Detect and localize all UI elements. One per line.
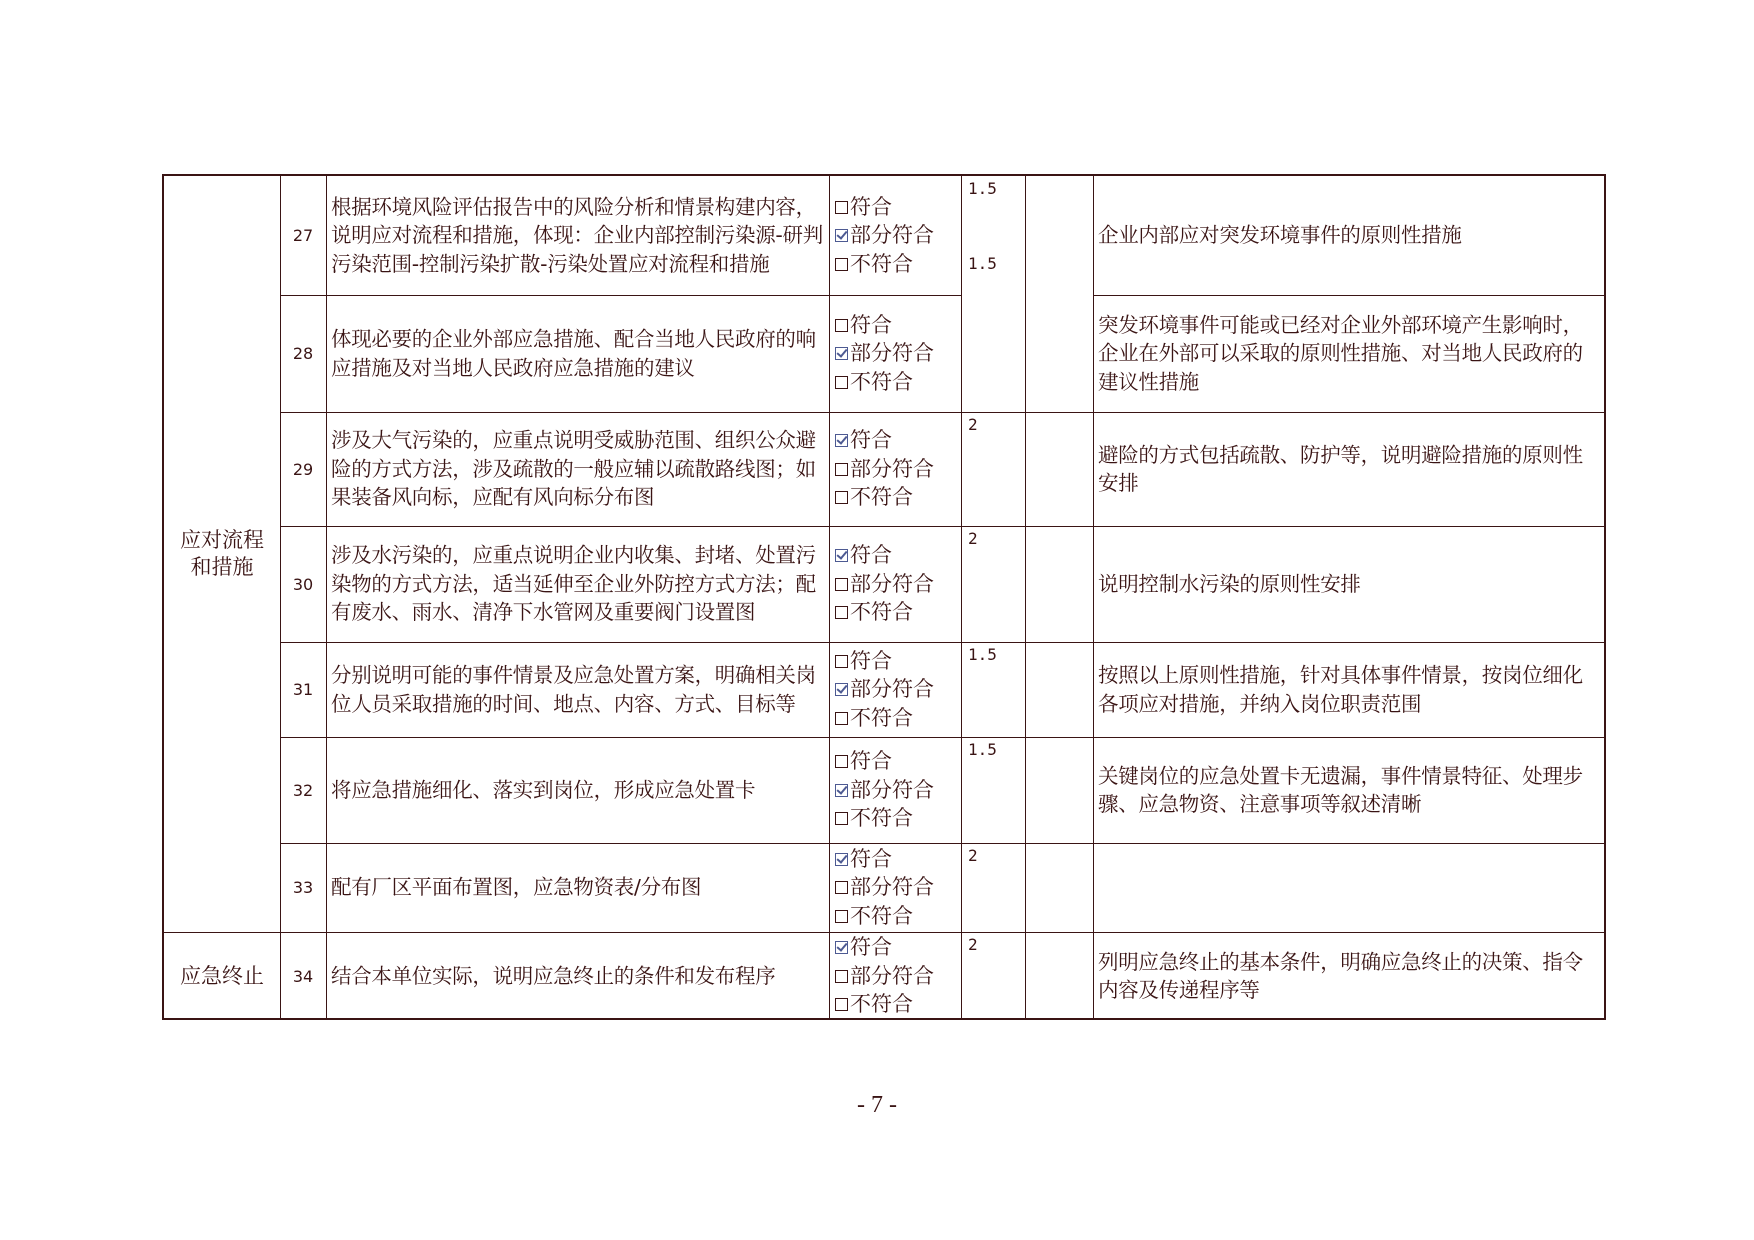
- score-text: 1.5: [968, 645, 997, 664]
- compliance-options: [829, 412, 961, 526]
- review-note: 企业内部应对突发环境事件的原则性措施: [1098, 223, 1462, 248]
- compliance-options: [829, 642, 961, 737]
- checkbox-icon[interactable]: [835, 712, 848, 725]
- item-number: 28: [292, 344, 314, 363]
- compliance-option-label: 符合: [850, 935, 892, 960]
- score-value: [961, 526, 1025, 642]
- compliance-option[interactable]: [835, 339, 934, 368]
- review-note: 关键岗位的应急处置卡无遗漏，事件情景特征、处理步骤、应急物资、注意事项等叙述清晰: [1098, 763, 1583, 816]
- compliance-options: [829, 526, 961, 642]
- compliance-option-label: 不符合: [850, 705, 913, 730]
- checkbox-icon[interactable]: [835, 491, 848, 504]
- checkbox-icon[interactable]: [835, 881, 848, 894]
- compliance-option-label: 不符合: [850, 992, 913, 1017]
- compliance-option-label: 符合: [850, 428, 892, 453]
- review-table: [162, 174, 1606, 1020]
- checkbox-checked-icon[interactable]: [835, 683, 848, 696]
- score-text: 2: [968, 529, 978, 548]
- compliance-option-label: 符合: [850, 194, 892, 219]
- compliance-option[interactable]: [835, 193, 892, 222]
- compliance-option[interactable]: [835, 455, 934, 484]
- actual-score: [1025, 737, 1093, 843]
- requirement-text: 涉及大气污染的，应重点说明受威胁范围、组织公众避险的方式方法，涉及疏散的一般应辅以疏散路线图；如果装备风向标，应配有风向标分布图: [331, 428, 816, 510]
- compliance-option-label: 不符合: [850, 485, 913, 510]
- actual-score: [1025, 295, 1093, 412]
- score-value: [961, 932, 1025, 1020]
- category-response-measures: 应对流程 和措施: [180, 528, 264, 579]
- review-note: [1093, 843, 1606, 932]
- compliance-option-label: 符合: [850, 749, 892, 774]
- compliance-option[interactable]: [835, 804, 913, 833]
- compliance-option-label: 部分符合: [850, 456, 934, 481]
- compliance-option[interactable]: [835, 704, 913, 733]
- actual-score: [1025, 526, 1093, 642]
- category-emergency-termination: 应急终止: [180, 963, 264, 988]
- compliance-option[interactable]: [835, 675, 934, 704]
- requirement-text: 涉及水污染的，应重点说明企业内收集、封堵、处置污染物的方式方法，适当延伸至企业外防控方式方法；配有废水、雨水、清净下水管网及重要阀门设置图: [331, 543, 816, 625]
- compliance-option-label: 不符合: [850, 806, 913, 831]
- actual-score: [1025, 843, 1093, 932]
- compliance-option-label: 部分符合: [850, 875, 934, 900]
- checkbox-checked-icon[interactable]: [835, 229, 848, 242]
- score-text: 1.5: [968, 179, 997, 198]
- requirement-text: 将应急措施细化、落实到岗位，形成应急处置卡: [331, 777, 756, 802]
- compliance-option[interactable]: [835, 990, 913, 1019]
- compliance-option[interactable]: [835, 776, 934, 805]
- compliance-option[interactable]: [835, 311, 892, 340]
- compliance-option[interactable]: [835, 902, 913, 931]
- item-number: 30: [292, 574, 314, 594]
- review-note: 说明控制水污染的原则性安排: [1098, 571, 1361, 596]
- checkbox-checked-icon[interactable]: [835, 941, 848, 954]
- checkbox-icon[interactable]: [835, 606, 848, 619]
- checkbox-icon[interactable]: [835, 755, 848, 768]
- compliance-option[interactable]: [835, 598, 913, 627]
- item-number: 34: [292, 966, 314, 986]
- compliance-option-label: 部分符合: [850, 571, 934, 596]
- score-text: 1.5: [968, 740, 997, 759]
- checkbox-icon[interactable]: [835, 258, 848, 271]
- checkbox-icon[interactable]: [835, 655, 848, 668]
- checkbox-icon[interactable]: [835, 376, 848, 389]
- compliance-option-label: 符合: [850, 846, 892, 871]
- item-number: 32: [292, 780, 314, 800]
- checkbox-icon[interactable]: [835, 319, 848, 332]
- score-text: 2: [968, 935, 978, 954]
- compliance-option[interactable]: [835, 368, 913, 397]
- compliance-option-label: 不符合: [850, 369, 913, 394]
- checkbox-icon[interactable]: [835, 463, 848, 476]
- checkbox-checked-icon[interactable]: [835, 784, 848, 797]
- compliance-option-label: 不符合: [850, 251, 913, 276]
- score-value: [961, 176, 1025, 412]
- checkbox-icon[interactable]: [835, 998, 848, 1011]
- review-note: 按照以上原则性措施，针对具体事件情景，按岗位细化各项应对措施，并纳入岗位职责范围: [1098, 663, 1583, 716]
- compliance-option-label: 符合: [850, 543, 892, 568]
- item-number: 33: [292, 878, 314, 897]
- compliance-option[interactable]: [835, 747, 892, 776]
- score-value: [961, 412, 1025, 526]
- actual-score: [1025, 642, 1093, 737]
- checkbox-checked-icon[interactable]: [835, 853, 848, 866]
- checkbox-icon[interactable]: [835, 578, 848, 591]
- checkbox-checked-icon[interactable]: [835, 549, 848, 562]
- compliance-options: [829, 176, 961, 295]
- review-note: 突发环境事件可能或已经对企业外部环境产生影响时，企业在外部可以采取的原则性措施、对当地人民政府的建议性措施: [1098, 312, 1583, 394]
- compliance-option-label: 部分符合: [850, 341, 934, 366]
- compliance-option-label: 符合: [850, 312, 892, 337]
- compliance-options: [829, 737, 961, 843]
- actual-score: [1025, 176, 1093, 295]
- checkbox-checked-icon[interactable]: [835, 347, 848, 360]
- requirement-text: 体现必要的企业外部应急措施、配合当地人民政府的响应措施及对当地人民政府应急措施的建议: [331, 327, 816, 380]
- compliance-option[interactable]: [835, 483, 913, 512]
- compliance-option[interactable]: [835, 962, 934, 991]
- compliance-option-label: 部分符合: [850, 777, 934, 802]
- compliance-option-label: 不符合: [850, 600, 913, 625]
- compliance-option[interactable]: [835, 845, 892, 874]
- compliance-option-label: 不符合: [850, 903, 913, 928]
- score-text: 2: [968, 846, 978, 865]
- actual-score: [1025, 932, 1093, 1020]
- score-text: 2: [968, 415, 978, 434]
- checkbox-icon[interactable]: [835, 970, 848, 983]
- review-note: 列明应急终止的基本条件，明确应急终止的决策、指令内容及传递程序等: [1098, 949, 1583, 1002]
- actual-score: [1025, 412, 1093, 526]
- page-number: - 7 -: [857, 1092, 897, 1118]
- compliance-option[interactable]: [835, 933, 892, 962]
- requirement-text: 结合本单位实际，说明应急终止的条件和发布程序: [331, 963, 776, 988]
- checkbox-icon[interactable]: [835, 201, 848, 214]
- checkbox-icon[interactable]: [835, 910, 848, 923]
- compliance-option[interactable]: [835, 647, 892, 676]
- compliance-options: [829, 843, 961, 932]
- compliance-options: [829, 932, 961, 1020]
- compliance-option[interactable]: [835, 250, 913, 279]
- compliance-option-label: 部分符合: [850, 963, 934, 988]
- item-number: 29: [292, 459, 314, 479]
- compliance-option-label: 部分符合: [850, 677, 934, 702]
- compliance-option[interactable]: [835, 426, 892, 455]
- compliance-option[interactable]: [835, 873, 934, 902]
- compliance-option[interactable]: [835, 221, 934, 250]
- review-note: 避险的方式包括疏散、防护等，说明避险措施的原则性安排: [1098, 442, 1583, 495]
- compliance-option-label: 符合: [850, 648, 892, 673]
- requirement-text: 根据环境风险评估报告中的风险分析和情景构建内容，说明应对流程和措施，体现：企业内部控制污染源-研判污染范围-控制污染扩散-污染处置应对流程和措施: [331, 194, 823, 276]
- score-value: [961, 642, 1025, 737]
- compliance-option-label: 部分符合: [850, 223, 934, 248]
- compliance-option[interactable]: [835, 570, 934, 599]
- requirement-text: 配有厂区平面布置图，应急物资表/分布图: [331, 875, 702, 900]
- score-value: [961, 843, 1025, 932]
- compliance-option[interactable]: [835, 541, 892, 570]
- score-value: [961, 737, 1025, 843]
- checkbox-checked-icon[interactable]: [835, 434, 848, 447]
- score-text: 1.5: [968, 254, 997, 273]
- item-number: 27: [292, 226, 314, 245]
- checkbox-icon[interactable]: [835, 812, 848, 825]
- requirement-text: 分别说明可能的事件情景及应急处置方案，明确相关岗位人员采取措施的时间、地点、内容、方式、目标等: [331, 663, 816, 716]
- compliance-options: [829, 295, 961, 412]
- item-number: 31: [292, 680, 314, 699]
